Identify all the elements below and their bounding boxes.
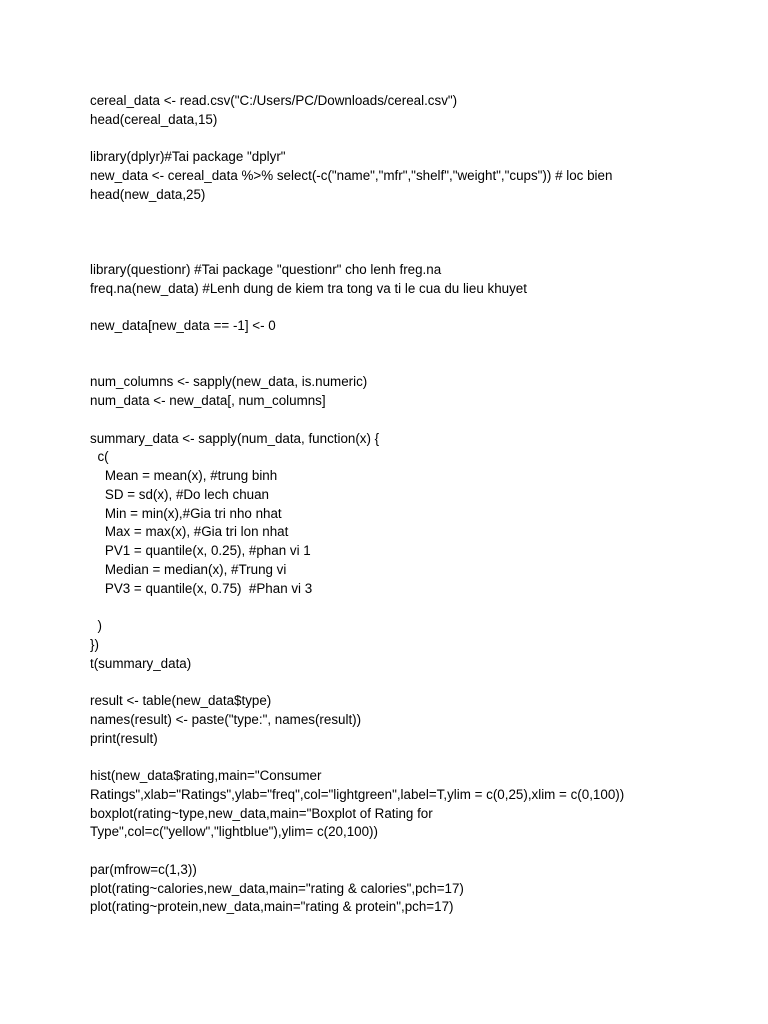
code-line [90,130,730,149]
code-line: t(summary_data) [90,655,192,671]
code-line: new_data[new_data == -1] <- 0 [90,318,276,333]
code-line: cereal_data <- read.csv("C:/Users/PC/Downloads/cereal.csv") [90,93,458,108]
code-line: new_data <- cereal_data %>% select(-c("name","mfr","shelf","weight","cups")) # loc bien [90,168,613,183]
code-line: head(new_data,25) [90,186,206,202]
code-line [90,748,730,767]
code-line: Type",col=c("yellow","lightblue"),ylim= c(20,100)) [90,824,378,840]
code-line: summary_data <- sapply(num_data, function(x) { [90,430,380,446]
code-line: head(cereal_data,15) [90,111,218,127]
code-line: plot(rating~protein,new_data,main="rating & protein",pch=17) [90,899,454,915]
code-line [90,411,730,430]
code-line [90,842,730,861]
code-line: num_data <- new_data[, num_columns] [90,393,326,408]
code-line: Ratings",xlab="Ratings",ylab="freq",col="lightgreen",label=T,ylim = c(0,25),xlim = c(0,100)) [90,786,625,802]
code-line [90,598,730,617]
code-line: result <- table(new_data$type) [90,693,272,708]
code-line [90,298,730,317]
code-line: boxplot(rating~type,new_data,main="Boxplot of Rating for [90,805,433,821]
code-line: plot(rating~calories,new_data,main="rating & calories",pch=17) [90,880,464,896]
code-line: par(mfrow=c(1,3)) [90,861,197,877]
code-line: num_columns <- sapply(new_data, is.numeric) [90,374,368,390]
code-line: Min = min(x),#Gia tri nho nhat [90,505,282,521]
code-line: }) [90,636,99,652]
code-line: library(dplyr)#Tai package "dplyr" [90,149,286,165]
code-line: Median = median(x), #Trung vi [90,561,287,577]
code-line [90,223,730,242]
code-text-block [90,92,730,917]
code-line: PV3 = quantile(x, 0.75) #Phan vi 3 [90,580,313,596]
code-line: SD = sd(x), #Do lech chuan [90,486,269,502]
code-line: PV1 = quantile(x, 0.25), #phan vi 1 [90,543,311,558]
code-line [90,336,730,355]
code-line: names(result) <- paste("type:", names(result)) [90,711,362,727]
code-line [90,673,730,692]
code-line: freq.na(new_data) #Lenh dung de kiem tra tong va ti le cua du lieu khuyet [90,280,527,296]
code-line: print(result) [90,730,158,746]
code-line [90,205,730,224]
code-line: Max = max(x), #Gia tri lon nhat [90,524,289,540]
code-line: ) [90,618,102,633]
code-line: c( [90,449,109,465]
code-line [90,355,730,374]
code-line [90,242,730,261]
code-line: Mean = mean(x), #trung binh [90,468,278,483]
code-line: hist(new_data$rating,main="Consumer [90,768,322,783]
code-line: library(questionr) #Tai package "questionr" cho lenh freg.na [90,261,442,277]
